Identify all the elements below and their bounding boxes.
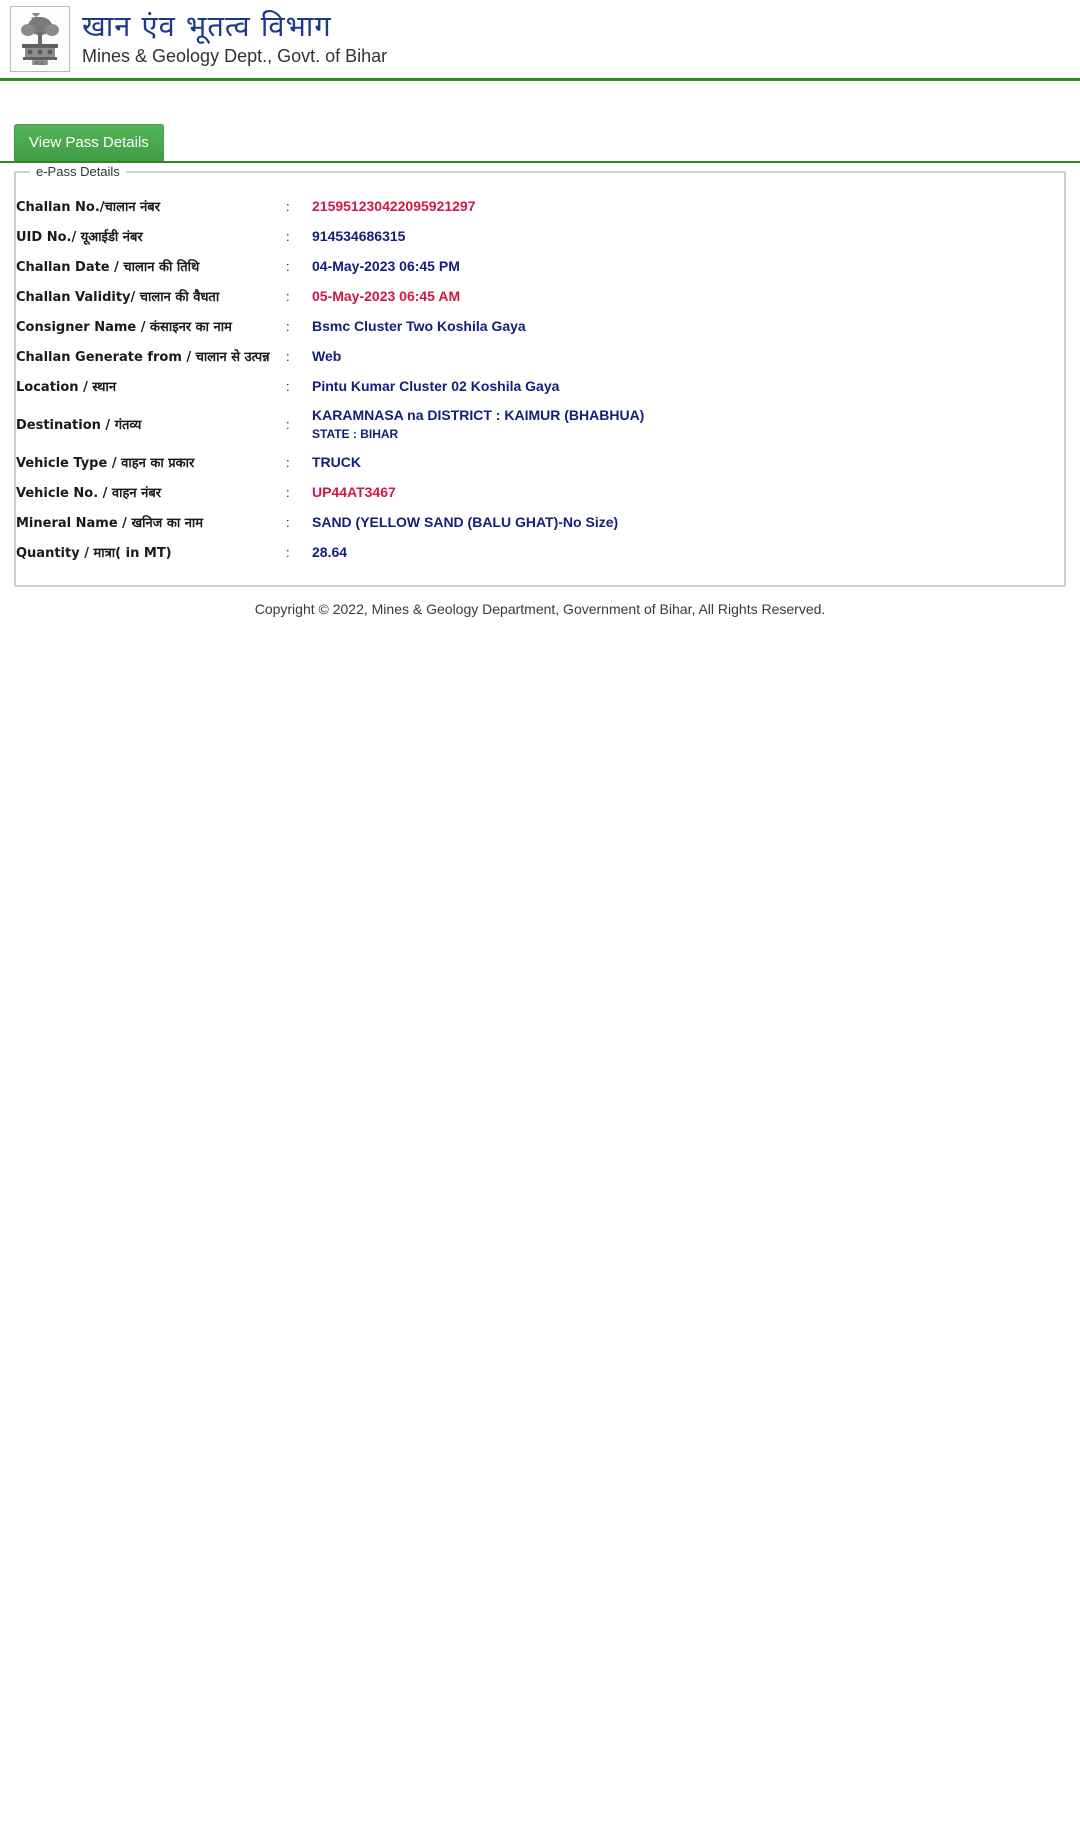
row-value-challan-no: 215951230422095921297 <box>312 198 476 214</box>
epass-details-panel <box>14 164 1066 587</box>
table-row <box>16 191 1064 221</box>
epass-details-table <box>16 191 1064 567</box>
row-label-challan-date: Challan Date / चालान की तिथि <box>16 260 200 275</box>
row-label-quantity: Quantity / मात्रा( in MT) <box>16 546 172 561</box>
svg-text:MGD: MGD <box>33 61 47 67</box>
row-colon: : <box>286 198 290 214</box>
row-label-challan-validity: Challan Validity/ चालान की वैधता <box>16 290 220 305</box>
tab-view-pass-details[interactable]: View Pass Details <box>14 124 164 161</box>
row-colon: : <box>286 484 290 500</box>
table-row <box>16 311 1064 341</box>
row-colon: : <box>286 228 290 244</box>
row-value-vehicle-type: TRUCK <box>312 454 361 470</box>
header-title-hindi: खान एंव भूतत्व विभाग <box>82 9 332 44</box>
row-value-destination <box>312 401 1064 447</box>
row-colon: : <box>286 288 290 304</box>
tab-bar <box>0 81 1080 163</box>
table-row <box>16 341 1064 371</box>
row-label-vehicle-type: Vehicle Type / वाहन का प्रकार <box>16 456 195 471</box>
row-value-challan-date: 04-May-2023 06:45 PM <box>312 258 460 274</box>
destination-line-1: KARAMNASA na DISTRICT : KAIMUR (BHABHUA) <box>312 407 645 423</box>
table-row <box>16 221 1064 251</box>
site-header <box>0 0 1080 81</box>
row-value-challan-validity: 05-May-2023 06:45 AM <box>312 288 461 304</box>
row-label-uid-no: UID No./ यूआईडी नंबर <box>16 230 143 245</box>
table-row <box>16 507 1064 537</box>
bihar-state-emblem-icon <box>10 6 70 72</box>
row-colon: : <box>286 544 290 560</box>
row-label-location: Location / स्थान <box>16 380 117 395</box>
row-label-destination: Destination / गंतव्य <box>16 418 142 433</box>
row-label-challan-no: Challan No./चालान नंबर <box>16 200 161 215</box>
row-value-location: Pintu Kumar Cluster 02 Koshila Gaya <box>312 378 560 394</box>
row-colon: : <box>286 378 290 394</box>
row-colon: : <box>286 318 290 334</box>
row-colon: : <box>286 514 290 530</box>
table-row <box>16 401 1064 447</box>
panel-legend: e-Pass Details <box>30 164 126 179</box>
row-value-vehicle-no: UP44AT3467 <box>312 484 396 500</box>
row-label-vehicle-no: Vehicle No. / वाहन नंबर <box>16 486 162 501</box>
table-row <box>16 281 1064 311</box>
row-colon: : <box>286 348 290 364</box>
destination-line-2: STATE : BIHAR <box>312 427 399 441</box>
row-value-consigner-name: Bsmc Cluster Two Koshila Gaya <box>312 318 526 334</box>
row-colon: : <box>286 258 290 274</box>
row-label-mineral-name: Mineral Name / खनिज का नाम <box>16 516 204 531</box>
row-colon: : <box>286 454 290 470</box>
table-row <box>16 537 1064 567</box>
row-label-consigner-name: Consigner Name / कंसाइनर का नाम <box>16 320 232 335</box>
row-value-quantity: 28.64 <box>312 544 348 560</box>
row-value-uid-no: 914534686315 <box>312 228 406 244</box>
row-value-challan-generate-from: Web <box>312 348 342 364</box>
row-value-mineral-name: SAND (YELLOW SAND (BALU GHAT)-No Size) <box>312 514 619 530</box>
table-row <box>16 477 1064 507</box>
footer-copyright: Copyright © 2022, Mines & Geology Department, Government of Bihar, All Rights Reserved. <box>254 601 826 617</box>
table-row <box>16 251 1064 281</box>
row-colon: : <box>286 416 290 432</box>
table-row <box>16 447 1064 477</box>
row-label-challan-generate-from: Challan Generate from / चालान से उत्पन्न <box>16 350 270 365</box>
header-title-block <box>82 10 387 68</box>
table-row <box>16 371 1064 401</box>
header-title-english: Mines & Geology Dept., Govt. of Bihar <box>82 46 388 67</box>
